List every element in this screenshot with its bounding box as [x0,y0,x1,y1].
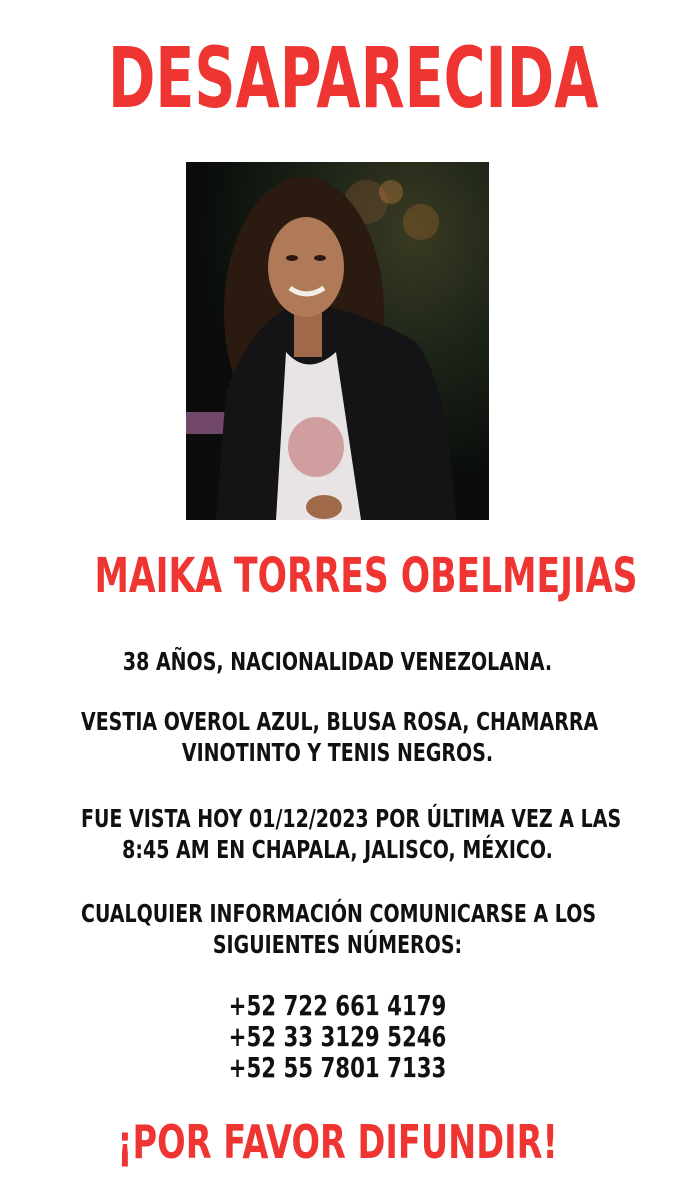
share-call-to-action: ¡POR FAVOR DIFUNDIR! [117,1115,558,1169]
last-seen-text [81,803,622,865]
poster-title: DESAPARECIDA [108,29,599,127]
phone-number: +52 33 3129 5246 [228,1020,447,1053]
contact-line: SIGUIENTES NÚMEROS: [212,930,463,959]
phone-number-list [81,990,594,1083]
missing-person-name: MAIKA TORRES OBELMEJIAS [94,548,638,604]
phone-number: +52 55 7801 7133 [228,1051,447,1084]
clothing-line: VINOTINTO Y TENIS NEGROS. [181,738,494,767]
contact-instructions [81,898,597,960]
clothing-description [81,706,599,768]
last-seen-line: 8:45 AM EN CHAPALA, JALISCO, MÉXICO. [122,835,553,864]
missing-person-photo [186,162,489,520]
last-seen-line: FUE VISTA HOY 01/12/2023 POR ÚLTIMA VEZ A LAS [81,804,622,833]
clothing-line: VESTIA OVEROL AZUL, BLUSA ROSA, CHAMARRA [81,707,599,736]
phone-number: +52 722 661 4179 [228,989,447,1022]
contact-line: CUALQUIER INFORMACIÓN COMUNICARSE A LOS [81,899,597,928]
age-nationality-text: 38 AÑOS, NACIONALIDAD VENEZOLANA. [122,647,553,676]
